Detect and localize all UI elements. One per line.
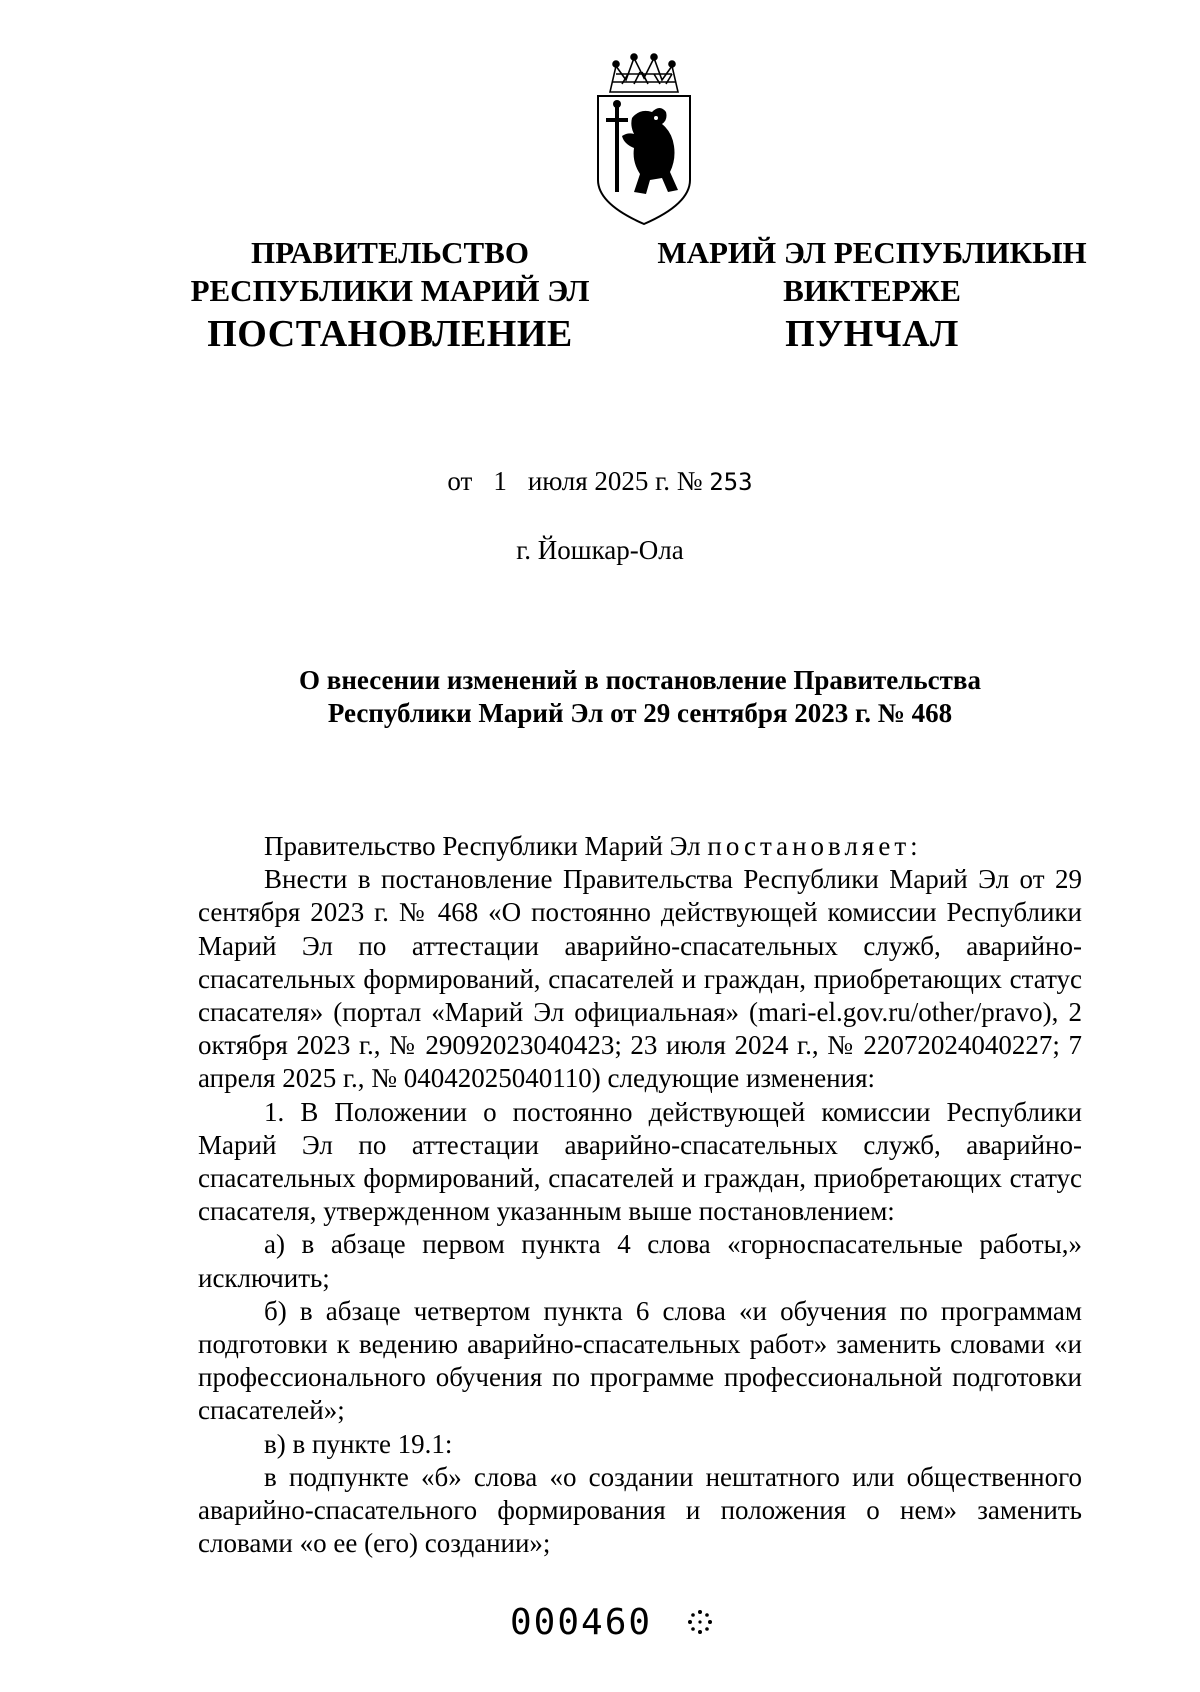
coat-of-arms-emblem	[588, 52, 700, 228]
date-day: 1	[493, 466, 507, 496]
document-body	[198, 830, 1082, 1560]
body-paragraph-3: а) в абзаце первом пункта 4 слова «горноспасательные работы,» исключить;	[198, 1229, 1082, 1293]
document-title-line2: Республики Марий Эл от 29 сентября 2023 г. № 468	[327, 698, 953, 728]
org-name-ru-line2: РЕСПУБЛИКИ МАРИЙ ЭЛ	[190, 273, 590, 308]
org-name-mari-line1: МАРИЙ ЭЛ РЕСПУБЛИКЫН	[657, 235, 1087, 270]
doc-type-mari: ПУНЧАЛ	[785, 313, 959, 355]
body-paragraph-2: 1. В Положении о постоянно действующей комиссии Республики Марий Эл по аттестации аварийно-спасательных служб, аварийно-спасательных формирований, спасателей и граждан, приобретающих статус спасателя, утвержденном указанным выше постановлением:	[198, 1096, 1082, 1227]
date-prefix: от	[447, 466, 473, 496]
org-name-mari-line2: ВИКТЕРЖЕ	[783, 273, 961, 308]
document-date-line	[0, 466, 1200, 497]
form-serial-number: 000460	[510, 1602, 653, 1643]
body-intro	[198, 830, 1082, 863]
body-intro-decree-verb: постановляет:	[707, 831, 922, 861]
body-paragraph-5: в) в пункте 19.1:	[264, 1428, 453, 1459]
date-month-year: июля 2025 г. №	[527, 466, 703, 496]
body-paragraph-1: Внести в постановление Правительства Республики Марий Эл от 29 сентября 2023 г. № 468 «О постоянно действующей комиссии Республики Марий Эл по аттестации аварийно-спасательных служб, аварийно-спасательных формирований, спасателей и граждан, приобретающих статус спасателя» (портал «Марий Эл официальная» (mari-el.gov.ru/other/pravo), 2 октября 2023 г., № 29092023040423; 23 июля 2024 г., № 22072024040227; 7 апреля 2025 г., № 04042025040110) следующие изменения:	[198, 864, 1082, 1094]
doc-type-ru: ПОСТАНОВЛЕНИЕ	[207, 313, 573, 355]
security-mark-icon	[686, 1608, 714, 1636]
document-number: 253	[709, 468, 753, 496]
city-of-issue: г. Йошкар-Ола	[516, 535, 684, 565]
org-name-ru-line1: ПРАВИТЕЛЬСТВО	[251, 235, 529, 270]
document-title-line1: О внесении изменений в постановление Правительства	[299, 665, 981, 695]
body-paragraph-4: б) в абзаце четвертом пункта 6 слова «и обучения по программам подготовки к ведению аварийно-спасательных работ» заменить словами «и профессионального обучения по программе профессиональной подготовки спасателей»;	[198, 1295, 1082, 1426]
body-intro-start: Правительство Республики Марий Эл	[264, 831, 701, 861]
org-name-mari	[652, 234, 1092, 310]
org-name-ru	[190, 234, 590, 310]
document-title	[190, 664, 1090, 730]
body-paragraph-6: в подпункте «б» слова «о создании нештатного или общественного аварийно-спасательного формирования и положения о нем» заменить словами «о ее (его) создании»;	[198, 1461, 1082, 1559]
